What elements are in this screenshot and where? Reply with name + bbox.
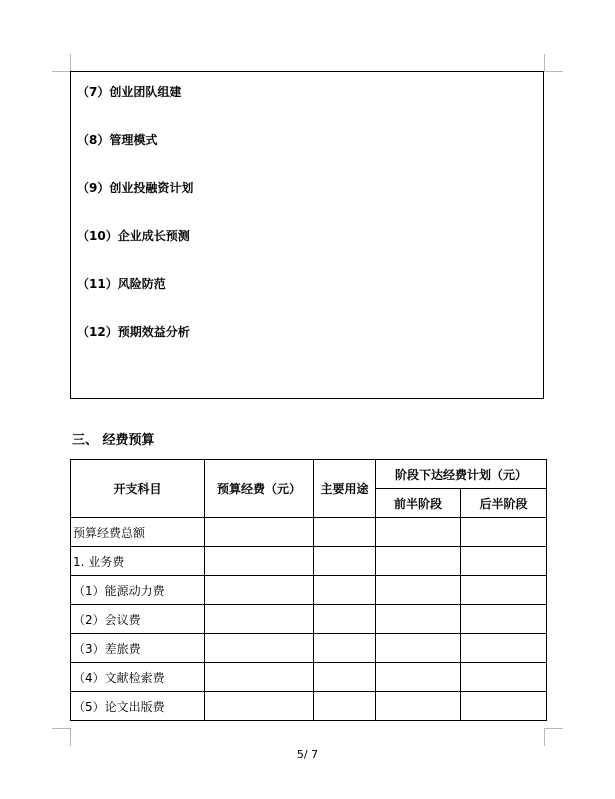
crop-mark-top-right-horizontal [545,71,563,72]
crop-mark-top-left-horizontal [52,71,70,72]
row-label-business: 1. 业务费 [71,547,205,576]
second-half-cell[interactable] [461,576,547,605]
second-half-cell[interactable] [461,547,547,576]
second-half-cell[interactable] [461,663,547,692]
budget-cell[interactable] [205,518,314,547]
header-budget-amount: 预算经费（元） [205,460,314,518]
crop-mark-top-left-vertical [70,54,71,72]
use-cell[interactable] [314,547,376,576]
plan-sections-box [70,71,544,399]
section-growth-forecast: （10）企业成长预测 [77,229,190,243]
table-row [71,576,547,605]
row-label-publication: （5）论文出版费 [71,692,205,721]
crop-mark-bottom-left-vertical [70,728,71,746]
first-half-cell[interactable] [376,634,461,663]
second-half-cell[interactable] [461,634,547,663]
second-half-cell[interactable] [461,605,547,634]
crop-mark-bottom-left-horizontal [52,728,70,729]
header-second-half: 后半阶段 [461,489,547,518]
use-cell[interactable] [314,576,376,605]
table-header-row [71,460,547,489]
header-first-half: 前半阶段 [376,489,461,518]
use-cell[interactable] [314,518,376,547]
budget-cell[interactable] [205,576,314,605]
header-main-use: 主要用途 [314,460,376,518]
use-cell[interactable] [314,634,376,663]
row-label-literature: （4）文献检索费 [71,663,205,692]
row-label-total: 预算经费总额 [71,518,205,547]
header-item: 开支科目 [71,460,205,518]
first-half-cell[interactable] [376,576,461,605]
use-cell[interactable] [314,663,376,692]
table-row [71,547,547,576]
row-label-energy: （1）能源动力费 [71,576,205,605]
table-row [71,634,547,663]
budget-table [70,459,547,721]
first-half-cell[interactable] [376,605,461,634]
section-risk-prevention: （11）风险防范 [77,277,166,291]
section-team-building: （7）创业团队组建 [77,85,182,99]
first-half-cell[interactable] [376,692,461,721]
first-half-cell[interactable] [376,663,461,692]
row-label-meeting: （2）会议费 [71,605,205,634]
budget-heading: 三、 经费预算 [72,433,155,448]
table-row [71,518,547,547]
section-financing-plan: （9）创业投融资计划 [77,181,194,195]
section-benefit-analysis: （12）预期效益分析 [77,325,190,339]
crop-mark-bottom-right-horizontal [545,728,563,729]
table-row [71,692,547,721]
budget-cell[interactable] [205,634,314,663]
page-number: 5/ 7 [296,748,319,761]
use-cell[interactable] [314,605,376,634]
crop-mark-top-right-vertical [544,54,545,72]
section-management-mode: （8）管理模式 [77,133,158,147]
second-half-cell[interactable] [461,518,547,547]
table-row [71,663,547,692]
second-half-cell[interactable] [461,692,547,721]
crop-mark-bottom-right-vertical [544,728,545,746]
first-half-cell[interactable] [376,518,461,547]
first-half-cell[interactable] [376,547,461,576]
budget-cell[interactable] [205,663,314,692]
table-row [71,605,547,634]
budget-cell[interactable] [205,605,314,634]
header-phase-plan: 阶段下达经费计划（元） [376,460,547,489]
budget-cell[interactable] [205,692,314,721]
budget-cell[interactable] [205,547,314,576]
row-label-travel: （3）差旅费 [71,634,205,663]
use-cell[interactable] [314,692,376,721]
